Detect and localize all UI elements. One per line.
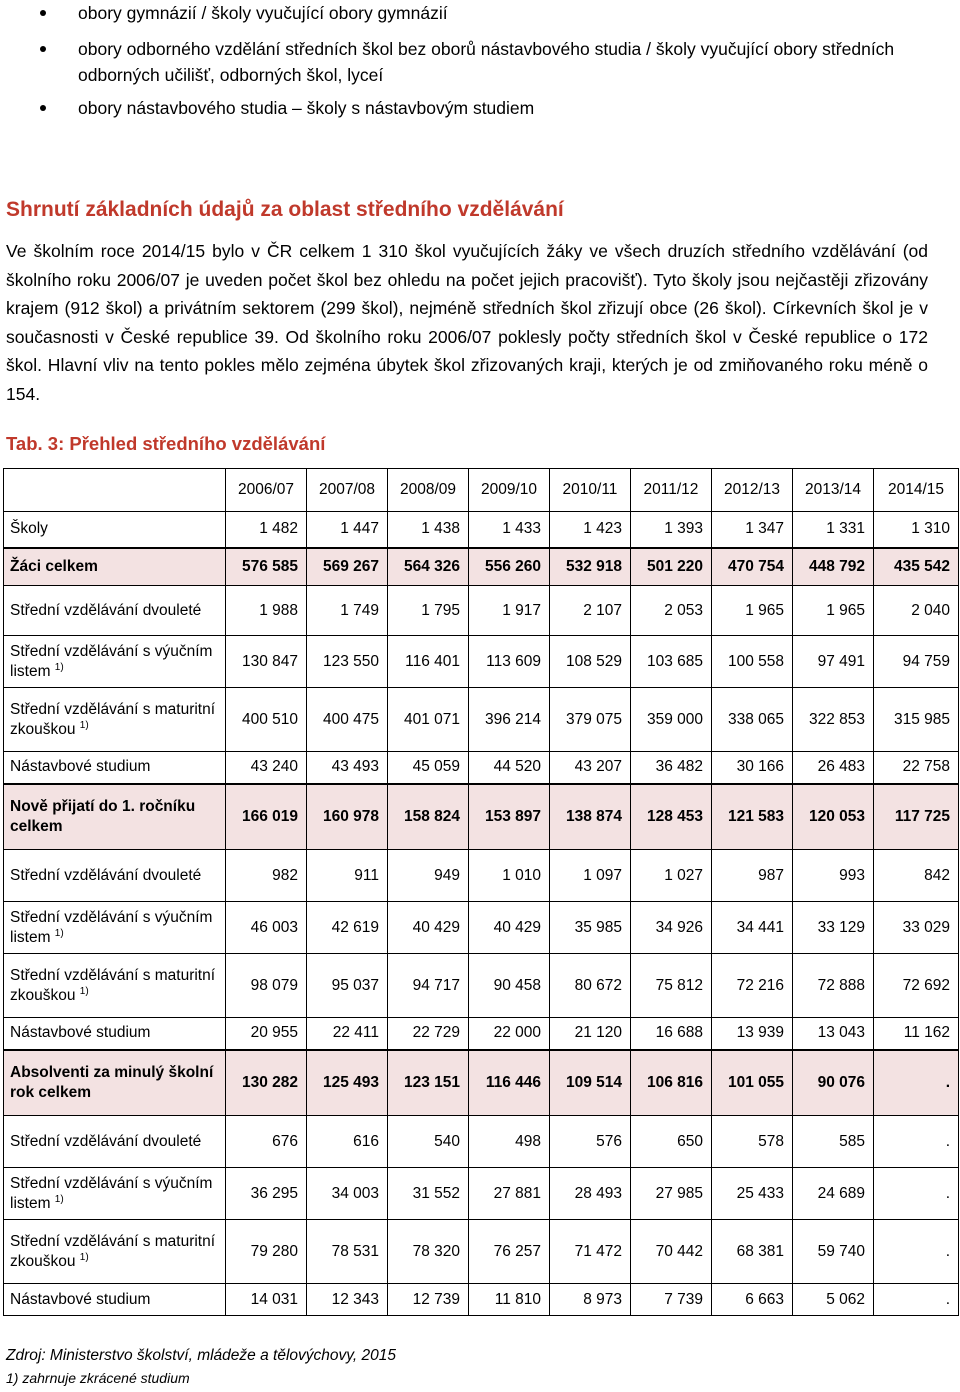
table-cell: 564 326	[388, 548, 469, 586]
table-row	[4, 688, 959, 752]
table-cell: 27 985	[631, 1168, 712, 1220]
table-cell: 650	[631, 1116, 712, 1168]
table-cell: 5 062	[793, 1284, 874, 1316]
row-label	[4, 784, 226, 850]
row-label	[4, 688, 226, 752]
row-label-text: Střední vzdělávání s výučním listem	[10, 908, 213, 946]
bullet-dot-icon	[40, 10, 46, 16]
table-cell: 22 729	[388, 1018, 469, 1050]
table-cell: 125 493	[307, 1050, 388, 1116]
row-label-text: Střední vzdělávání s výučním listem	[10, 642, 213, 680]
table-cell: 12 739	[388, 1284, 469, 1316]
table-cell: 1 331	[793, 512, 874, 548]
table-cell: 75 812	[631, 954, 712, 1018]
table-cell: 13 939	[712, 1018, 793, 1050]
table-cell: 1 010	[469, 850, 550, 902]
bullet-text: obory odborného vzdělání středních škol bez oborů nástavbového studia / školy vyučující obory středních odborných učilišť, odborných škol, lyceí	[78, 39, 895, 85]
row-label	[4, 1018, 226, 1050]
table-caption	[6, 430, 325, 458]
table-cell: 43 207	[550, 752, 631, 784]
table-cell: 1 988	[226, 586, 307, 636]
footnote-marker: 1)	[79, 719, 89, 731]
table-cell: 1 393	[631, 512, 712, 548]
table-cell: 12 343	[307, 1284, 388, 1316]
table-cell: 158 824	[388, 784, 469, 850]
table-cell: 396 214	[469, 688, 550, 752]
table-cell: 35 985	[550, 902, 631, 954]
row-label	[4, 902, 226, 954]
table-cell: 2 053	[631, 586, 712, 636]
table-cell: 76 257	[469, 1220, 550, 1284]
table-body	[4, 512, 959, 1316]
table-cell: 911	[307, 850, 388, 902]
table-cell: 21 120	[550, 1018, 631, 1050]
row-label-text: Střední vzdělávání s maturitní zkouškou	[10, 1232, 216, 1270]
table-cell: 1 347	[712, 512, 793, 548]
table-row	[4, 1168, 959, 1220]
table-cell: 1 310	[874, 512, 959, 548]
table-cell: 33 129	[793, 902, 874, 954]
table-cell: 540	[388, 1116, 469, 1168]
row-label-text: Školy	[10, 520, 48, 538]
table-cell: 59 740	[793, 1220, 874, 1284]
table-caption-title: Přehled středního vzdělávání	[69, 433, 326, 454]
row-label-text: Střední vzdělávání s výučním listem	[10, 1174, 213, 1212]
table-cell: 34 003	[307, 1168, 388, 1220]
table-row	[4, 1050, 959, 1116]
year-header: 2009/10	[469, 469, 550, 512]
row-label	[4, 954, 226, 1018]
table-cell: .	[874, 1168, 959, 1220]
bullet-dot-icon	[40, 105, 46, 111]
table-cell: 101 055	[712, 1050, 793, 1116]
table-cell: 123 151	[388, 1050, 469, 1116]
table-cell: 8 973	[550, 1284, 631, 1316]
table-cell: 26 483	[793, 752, 874, 784]
table-cell: 72 692	[874, 954, 959, 1018]
section-heading: Shrnutí základních údajů za oblast středního vzdělávání	[6, 198, 564, 221]
table-cell: 1 965	[712, 586, 793, 636]
table-cell: 556 260	[469, 548, 550, 586]
table-cell: 576	[550, 1116, 631, 1168]
year-header: 2013/14	[793, 469, 874, 512]
table-cell: 11 162	[874, 1018, 959, 1050]
table-cell: 379 075	[550, 688, 631, 752]
bullet-text: obory nástavbového studia – školy s nástavbovým studiem	[78, 98, 535, 118]
row-label-text: Nově přijatí do 1. ročníku celkem	[10, 797, 196, 835]
table-cell: .	[874, 1050, 959, 1116]
table-cell: 120 053	[793, 784, 874, 850]
row-label	[4, 548, 226, 586]
table-cell: 116 446	[469, 1050, 550, 1116]
table-cell: 31 552	[388, 1168, 469, 1220]
table-cell: 22 411	[307, 1018, 388, 1050]
table-cell: 1 433	[469, 512, 550, 548]
table-cell: 116 401	[388, 636, 469, 688]
table-cell: 16 688	[631, 1018, 712, 1050]
table-cell: 43 493	[307, 752, 388, 784]
table-cell: 130 282	[226, 1050, 307, 1116]
row-label	[4, 1116, 226, 1168]
table-cell: 36 482	[631, 752, 712, 784]
year-header: 2006/07	[226, 469, 307, 512]
table-cell: 103 685	[631, 636, 712, 688]
table-cell: 34 441	[712, 902, 793, 954]
table-cell: 153 897	[469, 784, 550, 850]
table-cell: 569 267	[307, 548, 388, 586]
table-row	[4, 586, 959, 636]
table-cell: 1 917	[469, 586, 550, 636]
table-cell: 90 458	[469, 954, 550, 1018]
table-cell: 34 926	[631, 902, 712, 954]
row-label-text: Nástavbové studium	[10, 758, 151, 776]
table-cell: 987	[712, 850, 793, 902]
table-caption-prefix: Tab. 3:	[6, 433, 70, 454]
table-cell: .	[874, 1220, 959, 1284]
table-cell: 40 429	[469, 902, 550, 954]
row-label-text: Střední vzdělávání s maturitní zkouškou	[10, 700, 216, 738]
year-header: 2008/09	[388, 469, 469, 512]
table-cell: 70 442	[631, 1220, 712, 1284]
table-cell: 117 725	[874, 784, 959, 850]
table-row	[4, 512, 959, 548]
table-cell: 24 689	[793, 1168, 874, 1220]
table-cell: 1 097	[550, 850, 631, 902]
table-cell: 6 663	[712, 1284, 793, 1316]
year-header: 2007/08	[307, 469, 388, 512]
table-cell: 1 965	[793, 586, 874, 636]
table-cell: 42 619	[307, 902, 388, 954]
table-cell: 22 758	[874, 752, 959, 784]
table-row	[4, 784, 959, 850]
table-cell: 1 027	[631, 850, 712, 902]
table-cell: 113 609	[469, 636, 550, 688]
table-cell: 30 166	[712, 752, 793, 784]
table-cell: 14 031	[226, 1284, 307, 1316]
table-cell: 11 810	[469, 1284, 550, 1316]
table-cell: 72 216	[712, 954, 793, 1018]
table-cell: 44 520	[469, 752, 550, 784]
footnote-marker: 1)	[54, 1193, 64, 1205]
row-label	[4, 752, 226, 784]
table-cell: 498	[469, 1116, 550, 1168]
table-cell: 435 542	[874, 548, 959, 586]
source-note: Zdroj: Ministerstvo školství, mládeže a tělovýchovy, 2015	[6, 1347, 396, 1364]
table-cell: 993	[793, 850, 874, 902]
table-cell: 123 550	[307, 636, 388, 688]
footnote-marker: 1)	[79, 1251, 89, 1263]
year-header: 2010/11	[550, 469, 631, 512]
table-cell: 1 438	[388, 512, 469, 548]
table-cell: 315 985	[874, 688, 959, 752]
table-cell: 166 019	[226, 784, 307, 850]
summary-paragraph: Ve školním roce 2014/15 bylo v ČR celkem 1 310 škol vyučujících žáky ve všech druzích středního vzdělávání (od školního roku 2006/07 je uveden počet škol bez ohledu na počet jejich pracovišť). Tyto školy jsou nejčastěji zřizovány krajem (912 škol) a privátním sektorem (299 škol), nejméně středních škol zřizují obce (26 škol). Církevních škol je v současnosti v České republice 39. Od školního roku 2006/07 poklesly počty středních škol v České republice o 172 škol. Hlavní vliv na tento pokles mělo zejména úbytek škol zřizovaných kraji, kterých je od zmiňovaného roku méně o 154.	[6, 241, 928, 404]
table-cell: 2 040	[874, 586, 959, 636]
table-cell: 130 847	[226, 636, 307, 688]
table-cell: 43 240	[226, 752, 307, 784]
table-cell: .	[874, 1284, 959, 1316]
table-row	[4, 752, 959, 784]
table-cell: 98 079	[226, 954, 307, 1018]
row-label-text: Střední vzdělávání dvouleté	[10, 601, 202, 619]
year-header: 2012/13	[712, 469, 793, 512]
row-label-text: Střední vzdělávání dvouleté	[10, 866, 202, 884]
table-cell: 576 585	[226, 548, 307, 586]
table-cell: 78 531	[307, 1220, 388, 1284]
table-row	[4, 902, 959, 954]
table-cell: 79 280	[226, 1220, 307, 1284]
table-cell: 121 583	[712, 784, 793, 850]
row-label-text: Střední vzdělávání dvouleté	[10, 1132, 202, 1150]
table-cell: 72 888	[793, 954, 874, 1018]
table-cell: 532 918	[550, 548, 631, 586]
table-cell: 20 955	[226, 1018, 307, 1050]
row-label	[4, 1168, 226, 1220]
table-cell: 501 220	[631, 548, 712, 586]
row-label-text: Žáci celkem	[10, 557, 98, 575]
table-cell: 68 381	[712, 1220, 793, 1284]
row-label	[4, 1220, 226, 1284]
table-cell: 1 749	[307, 586, 388, 636]
table-cell: 128 453	[631, 784, 712, 850]
row-label	[4, 1050, 226, 1116]
table-cell: 1 447	[307, 512, 388, 548]
table-cell: 13 043	[793, 1018, 874, 1050]
row-label-text: Nástavbové studium	[10, 1290, 151, 1308]
row-label	[4, 850, 226, 902]
table-row	[4, 954, 959, 1018]
table-row	[4, 1116, 959, 1168]
table-cell: 949	[388, 850, 469, 902]
table-header-row	[4, 469, 959, 512]
footnote: 1) zahrnuje zkrácené studium	[6, 1370, 190, 1386]
bullet-text: obory gymnázií / školy vyučující obory gymnázií	[78, 3, 448, 23]
footnote-marker: 1)	[54, 661, 64, 673]
table-cell: 109 514	[550, 1050, 631, 1116]
table-row	[4, 1018, 959, 1050]
table-cell: 1 795	[388, 586, 469, 636]
year-header: 2014/15	[874, 469, 959, 512]
row-label	[4, 586, 226, 636]
table-cell: 338 065	[712, 688, 793, 752]
table-cell: 982	[226, 850, 307, 902]
table-cell: 2 107	[550, 586, 631, 636]
row-label	[4, 636, 226, 688]
table-row	[4, 636, 959, 688]
table-cell: 676	[226, 1116, 307, 1168]
row-label-text: Absolventi za minulý školní rok celkem	[10, 1063, 214, 1101]
table-cell: 28 493	[550, 1168, 631, 1220]
table-cell: 578	[712, 1116, 793, 1168]
statistics-table	[3, 468, 959, 1316]
row-label-text: Nástavbové studium	[10, 1024, 151, 1042]
table-cell: 90 076	[793, 1050, 874, 1116]
table-cell: 400 510	[226, 688, 307, 752]
table-cell: 46 003	[226, 902, 307, 954]
table-cell: 33 029	[874, 902, 959, 954]
table-row	[4, 1220, 959, 1284]
table-cell: 108 529	[550, 636, 631, 688]
table-cell: 97 491	[793, 636, 874, 688]
table-cell: 95 037	[307, 954, 388, 1018]
table-cell: 25 433	[712, 1168, 793, 1220]
row-label-text: Střední vzdělávání s maturitní zkouškou	[10, 966, 216, 1004]
table-row	[4, 548, 959, 586]
table-cell: 401 071	[388, 688, 469, 752]
table-cell: 322 853	[793, 688, 874, 752]
table-cell: 842	[874, 850, 959, 902]
bullet-dot-icon	[40, 46, 46, 52]
table-cell: 585	[793, 1116, 874, 1168]
table-header-corner	[4, 469, 226, 512]
table-cell: 448 792	[793, 548, 874, 586]
footnote-marker: 1)	[79, 985, 89, 997]
footnote-marker: 1)	[54, 927, 64, 939]
table-cell: 1 482	[226, 512, 307, 548]
table-cell: 106 816	[631, 1050, 712, 1116]
table-row	[4, 850, 959, 902]
table-cell: 100 558	[712, 636, 793, 688]
table-cell: 94 759	[874, 636, 959, 688]
table-cell: 400 475	[307, 688, 388, 752]
table-cell: 7 739	[631, 1284, 712, 1316]
table-row	[4, 1284, 959, 1316]
table-cell: 27 881	[469, 1168, 550, 1220]
table-cell: 40 429	[388, 902, 469, 954]
table-cell: 160 978	[307, 784, 388, 850]
table-cell: 80 672	[550, 954, 631, 1018]
table-cell: 138 874	[550, 784, 631, 850]
table-cell: 22 000	[469, 1018, 550, 1050]
table-cell: 78 320	[388, 1220, 469, 1284]
table-cell: 359 000	[631, 688, 712, 752]
table-cell: 36 295	[226, 1168, 307, 1220]
row-label	[4, 512, 226, 548]
table-cell: 71 472	[550, 1220, 631, 1284]
table-cell: 470 754	[712, 548, 793, 586]
year-header: 2011/12	[631, 469, 712, 512]
table-cell: 45 059	[388, 752, 469, 784]
table-cell: .	[874, 1116, 959, 1168]
table-cell: 1 423	[550, 512, 631, 548]
table-cell: 94 717	[388, 954, 469, 1018]
table-cell: 616	[307, 1116, 388, 1168]
row-label	[4, 1284, 226, 1316]
